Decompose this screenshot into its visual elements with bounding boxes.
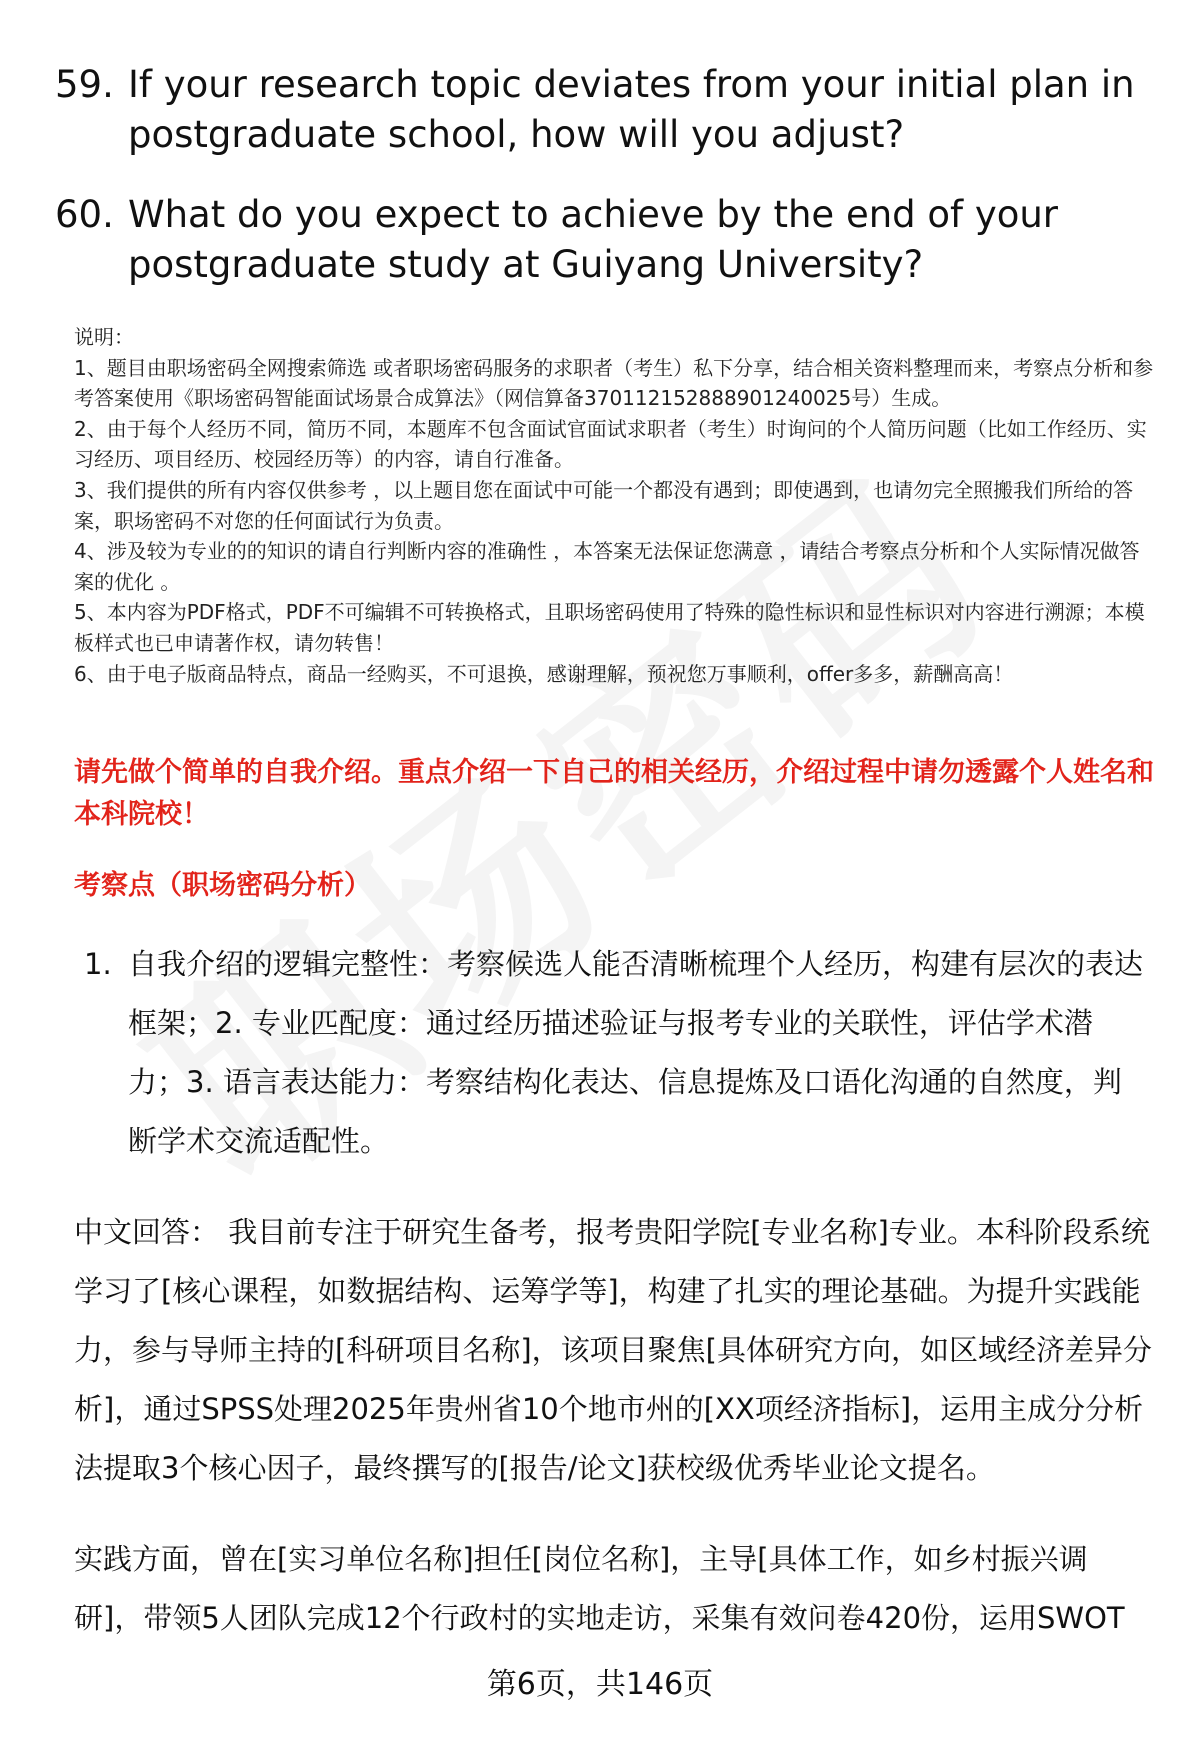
- question-number: 60.: [55, 193, 114, 236]
- question-text: What do you expect to achieve by the end of your postgraduate study at Guiyang University?: [128, 193, 1059, 286]
- note-item: 4、涉及较为专业的的知识的请自行判断内容的准确性 ，本答案无法保证您满意 ，请结合考察点分析和个人实际情况做答案的优化 。: [74, 539, 1140, 594]
- question-number: 59.: [55, 63, 114, 106]
- answer-paragraph: 中文回答： 我目前专注于研究生备考，报考贵阳学院[专业名称]专业。本科阶段系统学习了[核心课程，如数据结构、运筹学等]，构建了扎实的理论基础。为提升实践能力，参与导师主持的[科研项目名称]，该项目聚焦[具体研究方向，如区域经济差异分析]，通过SPSS处理2025年贵州省10个地市州的[XX项经济指标]，运用主成分分析法提取3个核心因子，最终撰写的[报告/论文]获校级优秀毕业论文提名。: [74, 1215, 1152, 1485]
- note-item: 2、由于每个人经历不同，简历不同，本题库不包含面试官面试求职者（考生）时询问的个人简历问题（比如工作经历、实习经历、项目经历、校园经历等）的内容，请自行准备。: [74, 416, 1147, 472]
- question-59: [55, 60, 1145, 160]
- interview-prompt: 请先做个简单的自我介绍。重点介绍一下自己的相关经历，介绍过程中请勿透露个人姓名和本科院校！: [74, 757, 1154, 830]
- note-item: 3、我们提供的所有内容仅供参考 ，以上题目您在面试中可能一个都没有遇到；即使遇到，也请勿完全照搬我们所给的答案，职场密码不对您的任何面试行为负责。: [74, 477, 1134, 533]
- notes-title: 说明：: [74, 325, 134, 349]
- question-60: [55, 190, 1145, 290]
- analysis-list-item: [84, 935, 1144, 1171]
- note-item: 6、由于电子版商品特点，商品一经购买，不可退换，感谢理解，预祝您万事顺利，offer多多，薪酬高高！: [74, 661, 1014, 686]
- analysis-heading: 考察点（职场密码分析）: [74, 870, 371, 901]
- question-text: If your research topic deviates from your initial plan in postgraduate school, how will you adjust?: [128, 63, 1135, 156]
- note-item: 5、本内容为PDF格式，PDF不可编辑不可转换格式，且职场密码使用了特殊的隐性标识和显性标识对内容进行溯源；本模板样式也已申请著作权，请勿转售！: [74, 600, 1145, 655]
- page-footer: 第6页，共146页: [486, 1667, 714, 1702]
- practice-paragraph: 实践方面，曾在[实习单位名称]担任[岗位名称]，主导[具体工作，如乡村振兴调研]，带领5人团队完成12个行政村的实地走访，采集有效问卷420份，运用SWOT: [74, 1542, 1125, 1635]
- analysis-text: 自我介绍的逻辑完整性：考察候选人能否清晰梳理个人经历，构建有层次的表达框架；2. 专业匹配度：通过经历描述验证与报考专业的关联性，评估学术潜力；3. 语言表达能力：考察结构化表达、信息提炼及口语化沟通的自然度，判断学术交流适配性。: [128, 947, 1144, 1158]
- notes-section: [74, 322, 1159, 689]
- note-item: 1、题目由职场密码全网搜索筛选 或者职场密码服务的求职者（考生）私下分享，结合相关资料整理而来，考察点分析和参考答案使用《职场密码智能面试场景合成算法》（网信算备370112152888901240025号）生成。: [74, 355, 1154, 411]
- analysis-number: 1.: [84, 947, 112, 981]
